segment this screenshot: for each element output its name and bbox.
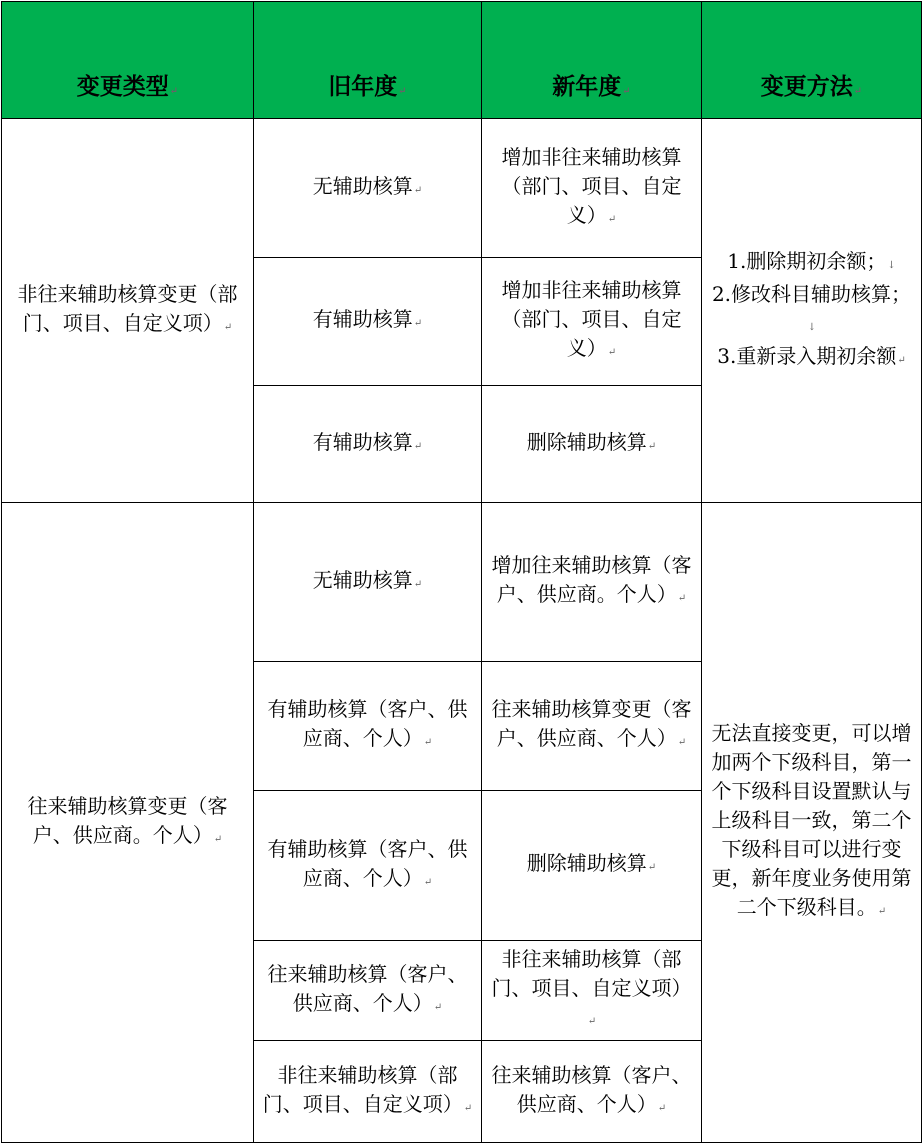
table-row <box>2 119 922 258</box>
method-step: 3.重新录入期初余额↵ <box>717 343 906 368</box>
new-year-cell: 往来辅助核算（客户、供应商、个人）↵ <box>482 1041 702 1143</box>
header-row <box>2 2 922 119</box>
new-year-cell: 删除辅助核算↵ <box>482 791 702 941</box>
new-year-cell: 增加往来辅助核算（客户、供应商。个人）↵ <box>482 503 702 662</box>
new-year-cell: 非往来辅助核算（部门、项目、自定义项）↵ <box>482 941 702 1041</box>
change-type-cell: 非往来辅助核算变更（部门、项目、自定义项）↵ <box>2 119 254 503</box>
old-year-cell: 无辅助核算↵ <box>254 119 482 258</box>
new-year-cell: 往来辅助核算变更（客户、供应商、个人）↵ <box>482 662 702 791</box>
new-year-cell: 删除辅助核算↵ <box>482 386 702 503</box>
change-method-table <box>1 1 922 1143</box>
change-method-cell <box>702 119 922 503</box>
old-year-cell: 有辅助核算（客户、供应商、个人）↵ <box>254 791 482 941</box>
old-year-cell: 非往来辅助核算（部门、项目、自定义项）↵ <box>254 1041 482 1143</box>
old-year-cell: 往来辅助核算（客户、供应商、个人）↵ <box>254 941 482 1041</box>
new-year-cell: 增加非往来辅助核算（部门、项目、自定义）↵ <box>482 258 702 386</box>
method-step: 2.修改科目辅助核算；↓ <box>711 281 912 333</box>
old-year-cell: 无辅助核算↵ <box>254 503 482 662</box>
new-year-cell: 增加非往来辅助核算（部门、项目、自定义）↵ <box>482 119 702 258</box>
change-method-cell: 无法直接变更，可以增加两个下级科目，第一个下级科目设置默认与上级科目一致，第二个下级科目可以进行变更，新年度业务使用第二个下级科目。↵ <box>702 503 922 1143</box>
header-new-year: 新年度↵ <box>482 2 702 119</box>
header-change-type: 变更类型↵ <box>2 2 254 119</box>
method-step: 1.删除期初余额；↓ <box>727 248 896 273</box>
old-year-cell: 有辅助核算↵ <box>254 258 482 386</box>
old-year-cell: 有辅助核算（客户、供应商、个人）↵ <box>254 662 482 791</box>
table-row <box>2 503 922 662</box>
change-type-cell: 往来辅助核算变更（客户、供应商。个人）↵ <box>2 503 254 1143</box>
header-change-method: 变更方法↵ <box>702 2 922 119</box>
header-old-year: 旧年度↵ <box>254 2 482 119</box>
old-year-cell: 有辅助核算↵ <box>254 386 482 503</box>
